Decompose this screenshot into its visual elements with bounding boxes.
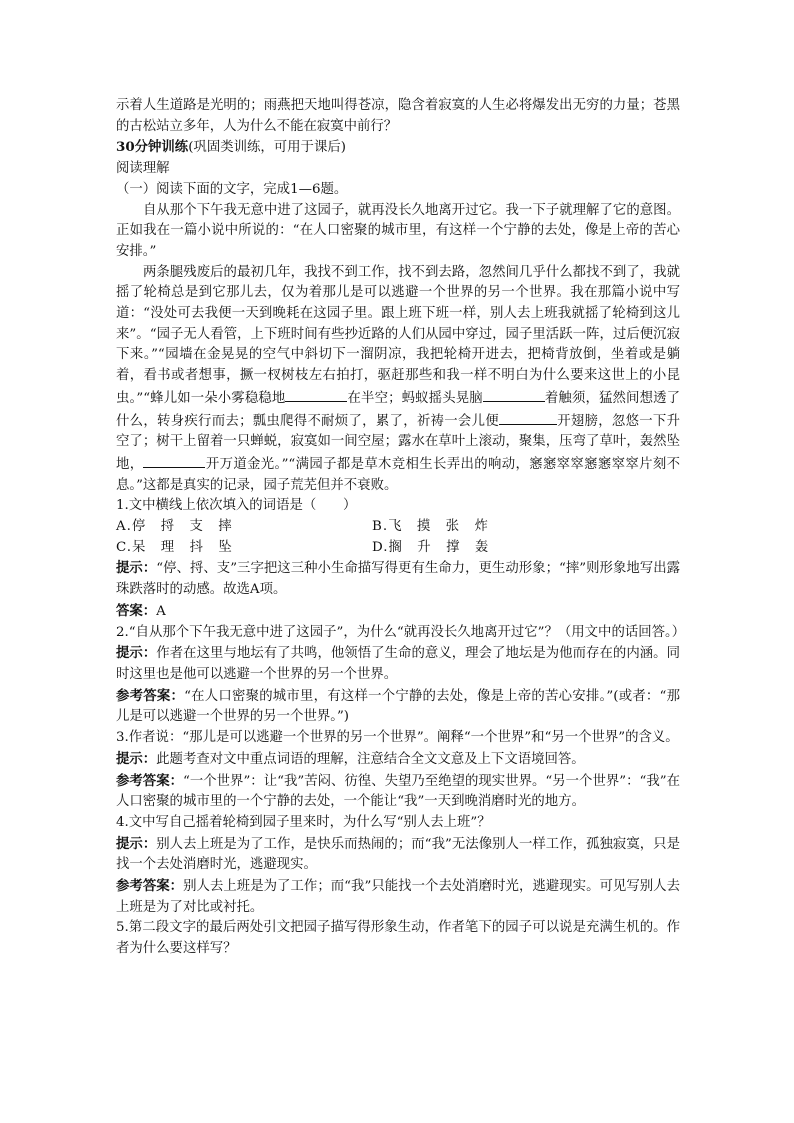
hint-text: 此题考查对文中重点词语的理解，注意结合全文文意及上下文语境回答。: [156, 751, 585, 767]
answer-label: 参考答案：: [116, 878, 184, 895]
answer-label: 参考答案：: [116, 772, 183, 789]
question-3-answer: [116, 771, 680, 813]
passage-text: 在半空；蚂蚁摇头晃脑: [347, 390, 483, 406]
passage-text: 开万道金光。”“满园子都是草木竞相生长弄出的响动，窸窸窣窣窸窸窣窣片刻不息。”这都是真实的记录，园子荒芜但并不衰败。: [116, 456, 680, 493]
passage-paragraph-2: [116, 263, 680, 497]
hint-text: 作者在这里与地坛有了共鸣，他领悟了生命的意义，理会了地坛是为他而存在的内涵。同时这里也是他可以逃避一个世界的另一个世界。: [116, 646, 681, 682]
question-3-hint: [116, 749, 680, 771]
hint-label: 提示：: [116, 750, 157, 767]
question-4-answer: [116, 876, 680, 918]
section-subtitle: 阅读理解: [116, 161, 170, 177]
hint-text: 别人去上班是为了工作，是快乐而热闹的；而“我”无法像别人一样工作，孤独寂寞，只是找一个去处消磨时光，逃避现实。: [116, 836, 680, 873]
question-3-stem: 3.作者说：“那儿是可以逃避一个世界的另一个世界”。阐释“一个世界”和“另一个世界”的含义。: [116, 730, 679, 746]
answer-text: A: [156, 603, 166, 619]
hint-label: 提示：: [116, 560, 157, 577]
hint-text: “停、捋、支”三字把这三种小生命描写得更有生命力，更生动形象；“摔”则形象地写出露珠跌落时的动感。故选A项。: [116, 561, 680, 598]
question-4-hint: [116, 834, 680, 876]
passage-text: 开翅膀，忽悠一下升空了；树干上留着一只蝉蜕，寂寞如一间空屋；露水在草叶上滚动，聚集，压弯了草叶，轰然坠地，: [116, 413, 681, 472]
question-2-hint: [116, 643, 680, 685]
option-b: B.飞 摸 张 炸: [372, 519, 489, 535]
question-5-stem: 5.第二段文字的最后两处引文把园子描写得形象生动，作者笔下的园子可以说是充满生机的。作者为什么要这样写？: [116, 920, 680, 957]
intro-line: 示着人生道路是光明的；雨燕把天地叫得苍凉，隐含着寂寞的人生必将爆发出无穷的力量；苍黑的古松站立多年，人为什么不能在寂寞中前行？: [116, 98, 680, 134]
answer-label: 参考答案：: [116, 687, 185, 704]
part-heading: （一）阅读下面的文字，完成1—6题。: [116, 181, 348, 197]
fill-blank-1: [285, 387, 347, 402]
passage-paragraph-1: 自从那个下午我无意中进了这园子，就再没长久地离开过它。我一下子就理解了它的意图。正如我在一篇小说中所说的：“在人口密聚的城市里，有这样一个宁静的去处，像是上帝的苦心安排。”: [116, 202, 680, 259]
question-1-answer: [116, 601, 680, 623]
question-1-options: [116, 517, 680, 558]
question-2-stem: 2.“自从那个下午我无意中进了这园子”，为什么“就再没长久地离开过它”？（用文中的话回答。）: [116, 624, 686, 640]
question-2-answer: [116, 686, 680, 728]
hint-label: 提示：: [116, 835, 157, 852]
section-title-bold: 30分钟训练: [116, 139, 189, 156]
fill-blank-3: [499, 410, 557, 425]
hint-label: 提示：: [116, 645, 157, 662]
option-d: D.搁 升 撑 轰: [372, 539, 490, 555]
answer-label: 答案：: [116, 602, 157, 619]
answer-text: “在人口密聚的城市里，有这样一个宁静的去处，像是上帝的苦心安排。”(或者：“那儿是可以逃避一个世界的另一个世界。”): [116, 688, 680, 725]
question-1-stem: 1.文中横线上依次填入的词语是（ ）: [116, 498, 357, 514]
passage-text: 两条腿残废后的最初几年，我找不到工作，找不到去路，忽然间几乎什么都找不到了，我就摇了轮椅总是到它那儿去，仅为着那儿是可以逃避一个世界的另一个世界。我在那篇小说中写道：“没处可去我便一天到晚耗在这园子里。跟上班下班一样，别人去上班我就摇了轮椅到这儿来”。“园子无人看管，上下班时间有些抄近路的人们从园中穿过，园子里活跃一阵，过后便沉寂下来。”“园墙在金晃晃的空气中斜切下一溜阴凉，我把轮椅开进去，把椅背放倒，坐着或是躺着，看书或者想事，撅一杈树枝左右拍打，驱赶那些和我一样不明白为什么要来这世上的小昆虫。”“蜂儿如一朵小雾稳稳地: [116, 264, 680, 406]
document-page: [116, 96, 686, 960]
section-title-rest: (巩固类训练，可用于课后): [188, 140, 346, 156]
passage-text: 着触须，猛然间想透了什么，转身疾行而去；瓢虫爬得不耐烦了，累了，祈祷一会儿便: [116, 390, 681, 429]
question-4-stem: 4.文中写自己摇着轮椅到园子里来时，为什么写“别人去上班”？: [116, 814, 491, 830]
option-a: A.停 捋 支 摔: [116, 519, 233, 535]
answer-text: 别人去上班是为了工作；而“我”只能找一个去处消磨时光，逃避现实。可见写别人去上班是为了对比或衬托。: [116, 879, 680, 915]
fill-blank-2: [483, 387, 545, 402]
option-c: C.呆 理 抖 坠: [116, 539, 233, 555]
fill-blank-4: [143, 453, 205, 468]
question-1-hint: [116, 558, 680, 600]
section-title: [116, 137, 680, 159]
answer-text: “一个世界”：让“我”苦闷、彷徨、失望乃至绝望的现实世界。“另一个世界”：“我”在人口密聚的城市里的一个宁静的去处，一个能让“我”一天到晚消磨时光的地方。: [116, 773, 681, 810]
